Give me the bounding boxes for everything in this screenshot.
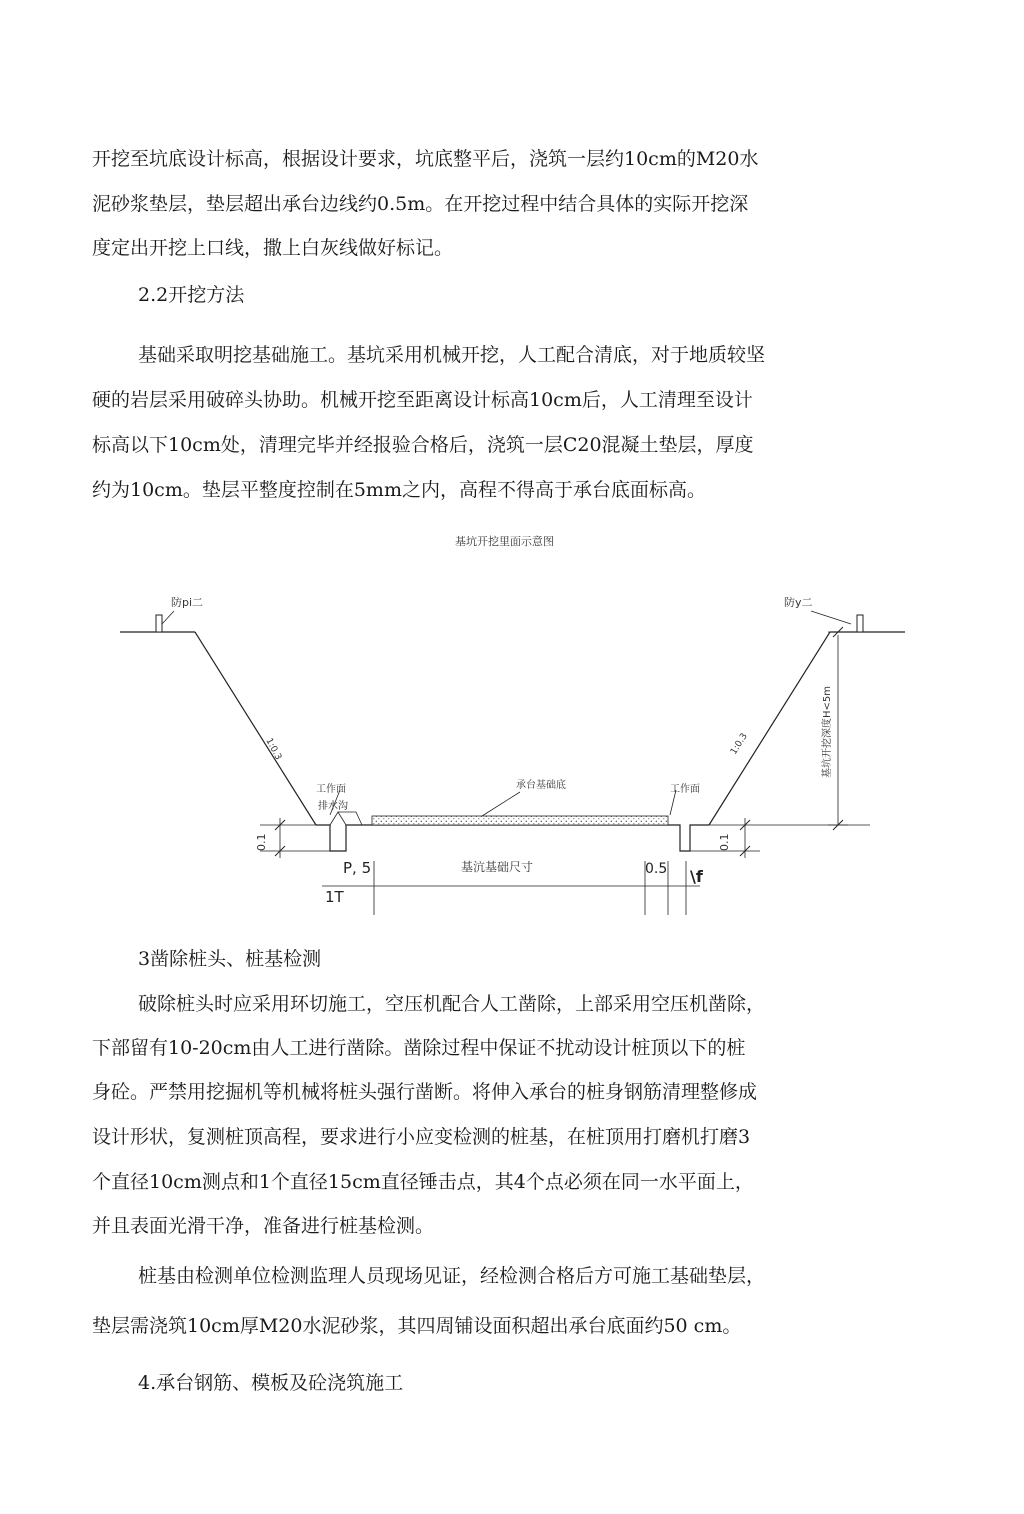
section-heading: 3凿除桩头、桩基检测: [138, 948, 322, 970]
pit-bottom: [316, 825, 709, 851]
label-drain-ditch: 排水沟: [318, 801, 348, 812]
label-work-face-right: 工作面: [670, 784, 700, 795]
label-dim-left: 0.1: [255, 833, 268, 851]
paragraph-line: 并且表面光滑干净，准备进行桩基检测。: [92, 1215, 435, 1237]
paragraph-line: 破除桩头时应采用环切施工，空压机配合人工凿除，上部采用空压机凿除，: [138, 993, 766, 1015]
stake-right: [857, 615, 863, 632]
excavation-section-diagram: [0, 580, 1024, 925]
label-work-face-left: 工作面: [316, 784, 346, 795]
label-half-m: 0.5: [645, 861, 668, 877]
paragraph-line: 硬的岩层采用破碎头协助。机械开挖至距离设计标高10cm后，人工清理至设计: [92, 389, 753, 411]
paragraph-line: 下部留有10-20cm由人工进行凿除。凿除过程中保证不扰动设计桩顶以下的桩: [92, 1037, 746, 1059]
label-slope-right: 1:0.3: [729, 731, 750, 757]
paragraph-line: 设计形状，复测桩顶高程，要求进行小应变检测的桩基，在桩顶用打磨机打磨3: [92, 1126, 751, 1148]
paragraph-line: 个直径10cm测点和1个直径15cm直径锤击点，其4个点必须在同一水平面上，: [92, 1171, 754, 1193]
label-slope-left: 1:0.3: [263, 736, 284, 762]
paragraph-line: 身砼。严禁用挖掘机等机械将桩头强行凿断。将伸入承台的桩身钢筋清理整修成: [92, 1081, 758, 1103]
paragraph-line: 度定出开挖上口线，撒上白灰线做好标记。: [92, 237, 454, 259]
label-p5: P, 5: [343, 859, 372, 877]
label-tick-right: \f: [690, 867, 703, 886]
label-base-size: 基沆基础尺寸: [461, 860, 534, 874]
label-left-top: 防pi二: [171, 596, 204, 609]
paragraph-line: 垫层需浇筑10cm厚M20水泥砂浆，其四周铺设面积超出承台底面约50 cm。: [92, 1315, 742, 1337]
label-dim-right: 0.1: [718, 833, 731, 851]
label-right-top: 防y二: [784, 596, 813, 609]
label-cushion: 承台基础底: [516, 780, 566, 791]
paragraph-line: 开挖至坑底设计标高，根据设计要求，坑底整平后，浇筑一层约10cm的M20水: [92, 148, 759, 170]
label-one-t: 1T: [325, 888, 344, 906]
section-heading: 4.承台钢筋、模板及砼浇筑施工: [138, 1372, 404, 1394]
label-depth-note: 基坑开挖深度H<5m: [822, 685, 833, 778]
paragraph-line: 桩基由检测单位检测监理人员现场见证，经检测合格后方可施工基础垫层，: [138, 1265, 766, 1287]
stake-left: [156, 615, 162, 632]
paragraph-line: 标高以下10cm处，清理完毕并经报验合格后，浇筑一层C20混凝土垫层，厚度: [92, 434, 754, 456]
paragraph-line: 约为10cm。垫层平整度控制在5mm之内，高程不得高于承台底面标高。: [92, 479, 706, 501]
cushion-layer: [372, 816, 668, 825]
section-heading: 2.2开挖方法: [138, 284, 245, 306]
paragraph-line: 泥砂浆垫层，垫层超出承台边线约0.5m。在开挖过程中结合具体的实际开挖深: [92, 193, 749, 215]
figure-caption: 基坑开挖里面示意图: [455, 535, 554, 548]
paragraph-line: 基础采取明挖基础施工。基坑采用机械开挖，人工配合清底，对于地质较坚: [138, 344, 766, 366]
slope-left: [195, 632, 316, 825]
slope-right: [709, 632, 830, 825]
